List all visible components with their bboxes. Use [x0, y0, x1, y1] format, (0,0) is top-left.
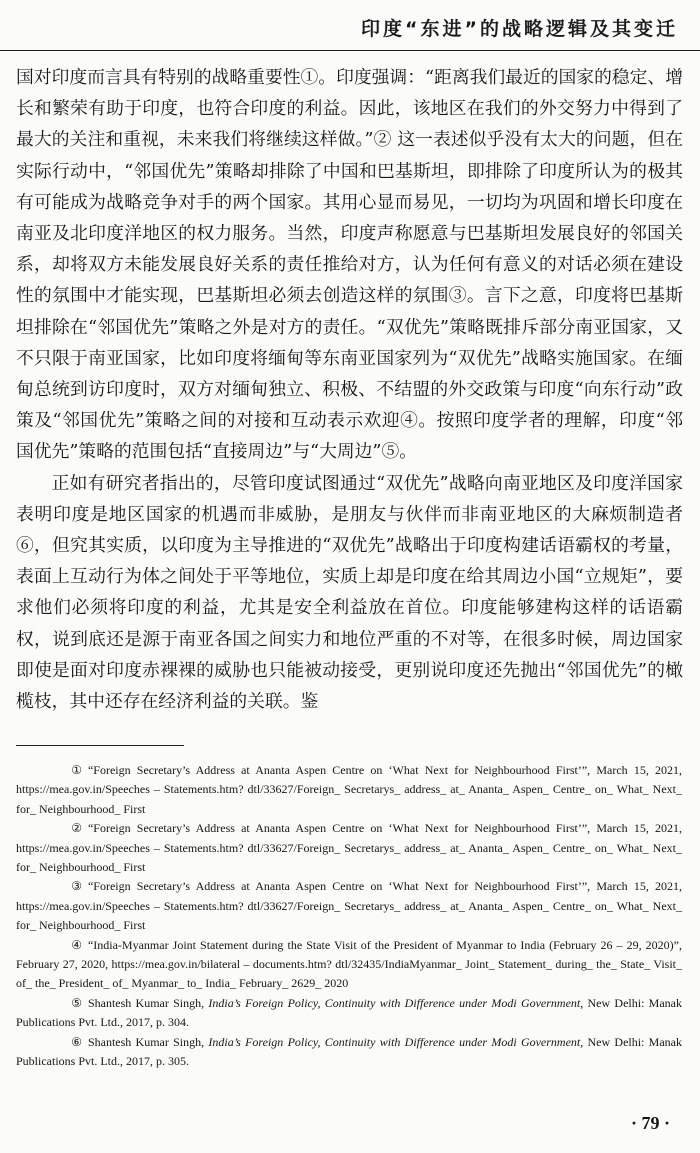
header-rule — [0, 50, 700, 51]
footnote-1 — [16, 761, 682, 819]
footnote-4 — [16, 936, 682, 994]
footnote-marker: ④ — [71, 937, 82, 952]
footnote-author: Shantesh Kumar Singh, — [87, 1034, 205, 1049]
footnote-text: “India-Myanmar Joint Statement during the State Visit of the President of Myanmar to India (February 26 – 29, 2020)”, February 27, 2020, https://mea.gov.in/bilateral – documents.htm? dtl/32435/IndiaMyanmar_ Joint_ Statement_ during_ the_ State_ Visit_ of_ the_ President_ of_ Myanmar_ to_ India_ February_ 2629_ 2020 — [16, 937, 682, 991]
footnotes — [16, 761, 682, 1072]
paragraph-1: 国对印度而言具有特别的战略重要性①。印度强调：“距离我们最近的国家的稳定、增长和繁荣有助于印度，也符合印度的利益。因此，该地区在我们的外交努力中得到了最大的关注和重视，未来我们将继续这样做。”② 这一表述似乎没有太大的问题，但在实际行动中，“邻国优先”策略却排除了中国和巴基斯坦，即排除了印度所认为的极其有可能成为战略竞争对手的两个国家。其用心显而易见，一切均为巩固和增长印度在南亚及北印度洋地区的权力服务。当然，印度声称愿意与巴基斯坦发展良好的邻国关系，却将双方未能发展良好关系的责任推给对方，认为任何有意义的对话必须在建设性的氛围中才能实现，巴基斯坦必须去创造这样的氛围③。言下之意，印度将巴基斯坦排除在“邻国优先”策略之外是对方的责任。“双优先”策略既排斥部分南亚国家，又不只限于南亚国家，比如印度将缅甸等东南亚国家列为“双优先”战略实施国家。在缅甸总统到访印度时，双方对缅甸独立、积极、不结盟的外交政策与印度“向东行动”政策及“邻国优先”策略之间的对接和互动表示欢迎④。按照印度学者的理解，印度“邻国优先”策略的范围包括“直接周边”与“大周边”⑤。 — [16, 67, 683, 463]
footnote-text: “Foreign Secretary’s Address at Ananta Aspen Centre on ‘What Next for Neighbourhood First’”, March 15, 2021, https://mea.gov.in/Speeches – Statements.htm? dtl/33627/Foreign_ Secretarys_ address_ at_ Ananta_ Aspen_ Centre_ on_ What_ Next_ for_ Neighbourhood_ First — [16, 763, 682, 816]
footnote-6 — [16, 1033, 682, 1072]
footnote-marker: ① — [71, 763, 82, 777]
footnote-separator — [16, 745, 184, 746]
footnote-2 — [16, 819, 682, 877]
footnote-publication: , New Delhi: Manak Publications Pvt. Ltd., 2017, p. 305. — [16, 1034, 683, 1069]
paragraph-2: 正如有研究者指出的，尽管印度试图通过“双优先”战略向南亚地区及印度洋国家表明印度是地区国家的机遇而非威胁，是朋友与伙伴而非南亚地区的大麻烦制造者⑥，但究其实质，以印度为主导推进的“双优先”战略出于印度构建话语霸权的考量，表面上互动行为体之间处于平等地位，实质上却是印度在给其周边小国“立规矩”，要求他们必须将印度的利益，尤其是安全利益放在首位。印度能够建构这样的话语霸权，说到底还是源于南亚各国之间实力和地位严重的不对等，在很多时候，周边国家即使是面对印度赤裸裸的威胁也只能被动接受，更别说印度还先抛出“邻国优先”的橄榄枝，其中还存在经济利益的关联。鉴 — [16, 472, 683, 713]
footnote-3 — [16, 877, 682, 935]
footnote-text: “Foreign Secretary’s Address at Ananta Aspen Centre on ‘What Next for Neighbourhood First’”, March 15, 2021, https://mea.gov.in/Speeches – Statements.htm? dtl/33627/Foreign_ Secretarys_ address_ at_ Ananta_ Aspen_ Centre_ on_ What_ Next_ for_ Neighbourhood_ First — [16, 879, 682, 933]
page-number: · 79 · — [630, 1113, 670, 1133]
running-title: 印度“东进”的战略逻辑及其变迁 — [361, 18, 678, 40]
footnote-author: Shantesh Kumar Singh, — [87, 995, 205, 1010]
footnote-text: “Foreign Secretary’s Address at Ananta Aspen Centre on ‘What Next for Neighbourhood First’”, March 15, 2021, https://mea.gov.in/Speeches – Statements.htm? dtl/33627/Foreign_ Secretarys_ address_ at_ Ananta_ Aspen_ Centre_ on_ What_ Next_ for_ Neighbourhood_ First — [16, 821, 682, 875]
footnote-book-title: India’s Foreign Policy, Continuity with Difference under Modi Government — [208, 995, 581, 1010]
footnote-marker: ⑤ — [71, 995, 82, 1010]
footnote-marker: ② — [71, 821, 82, 836]
footnote-5 — [16, 994, 682, 1033]
footnote-marker: ③ — [71, 879, 82, 894]
footnote-marker: ⑥ — [71, 1034, 82, 1049]
footnote-book-title: India’s Foreign Policy, Continuity with Difference under Modi Government — [208, 1034, 581, 1049]
footnote-publication: , New Delhi: Manak Publications Pvt. Ltd., 2017, p. 304. — [16, 995, 683, 1030]
main-text — [16, 62, 683, 717]
